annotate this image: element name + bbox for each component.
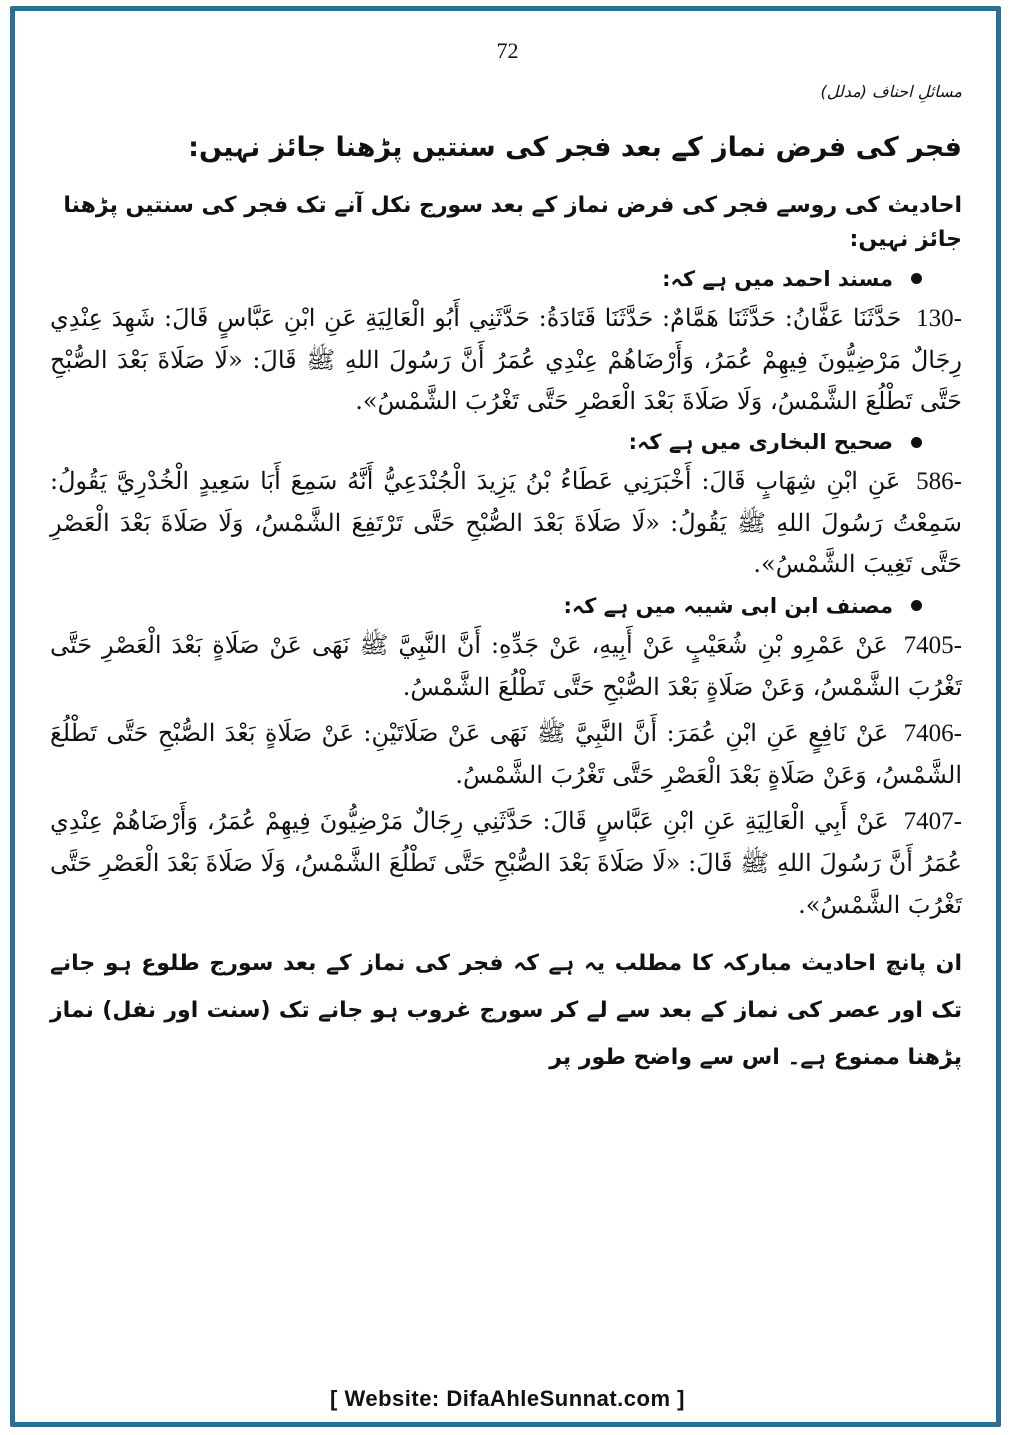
section-heading: فجر کی فرض نماز کے بعد فجر کی سنتیں پڑھنا جائز نہیں: xyxy=(188,132,962,163)
hadith-paragraph xyxy=(50,297,962,423)
bullet-icon xyxy=(911,600,922,611)
running-header: مسائلِ احناف (مدلل) xyxy=(820,82,962,101)
page-content xyxy=(50,128,962,1082)
page-number: 72 xyxy=(496,38,519,63)
hadith-text: عَنْ أَبِي الْعَالِيَةِ عَنِ ابْنِ عَبَّاسٍ قَالَ: حَدَّثَنِي رِجَالٌ مَرْضِيُّونَ فِيهِمْ عُمَرُ، وَأَرْضَاهُمْ عِنْدِي عُمَرُ أَنَّ رَسُولَ اللهِ ﷺ قَالَ: «لَا صَلَاةَ بَعْدَ الصُّبْحِ حَتَّى تَطْلُعَ الشَّمْسُ، وَلَا صَلَاةَ بَعْدَ الْعَصْرِ حَتَّى تَغْرُبَ الشَّمْسُ». xyxy=(50,807,962,919)
hadith-number: 7407- xyxy=(903,808,962,836)
hadith-paragraph xyxy=(50,800,962,926)
source-label: مصنف ابن ابی شیبہ میں ہے کہ: xyxy=(563,593,893,618)
source-label: مسند احمد میں ہے کہ: xyxy=(662,266,893,291)
hadith-number: 586- xyxy=(916,468,962,496)
hadith-number: 7406- xyxy=(903,720,962,748)
intro-text: احادیث کی روسے فجر کی فرض نماز کے بعد سورج نکل آنے تک فجر کی سنتیں پڑھنا جائز نہیں: xyxy=(63,192,962,252)
bullet-icon xyxy=(911,273,922,284)
hadith-paragraph xyxy=(50,712,962,796)
hadith-text: عَنْ نَافِعٍ عَنِ ابْنِ عُمَرَ: أَنَّ النَّبِيَّ ﷺ نَهَى عَنْ صَلَاتَيْنِ: عَنْ صَلَاةٍ بَعْدَ الصُّبْحِ حَتَّى تَطْلُعَ الشَّمْسُ، وَعَنْ صَلَاةٍ بَعْدَ الْعَصْرِ حَتَّى تَغْرُبَ الشَّمْسُ. xyxy=(50,719,962,790)
source-label: صحیح البخاری میں ہے کہ: xyxy=(628,430,893,455)
bullet-icon xyxy=(911,437,922,448)
hadith-text: عَنْ عَمْرِو بْنِ شُعَيْبٍ عَنْ أَبِيهِ، عَنْ جَدِّهِ: أَنَّ النَّبِيَّ ﷺ نَهَى عَنْ صَلَاةٍ بَعْدَ الْعَصْرِ حَتَّى تَغْرُبَ الشَّمْسُ، وَعَنْ صَلَاةٍ بَعْدَ الصُّبْحِ حَتَّى تَطْلُعَ الشَّمْسُ. xyxy=(50,630,962,701)
conclusion-paragraph: ان پانچ احادیث مبارکہ کا مطلب یہ ہے کہ فجر کی نماز کے بعد سورج طلوع ہو جانے تک اور عصر کی نماز کے بعد سے لے کر سورج غروب ہو جانے تک (سنت اور نفل) نماز پڑھنا ممنوع ہے۔ اس سے واضح طور پر xyxy=(50,950,962,1071)
hadith-number: 130- xyxy=(916,304,962,332)
source-bullet-musnad-ahmad xyxy=(50,267,962,291)
hadith-text: حَدَّثَنَا عَفَّانُ: حَدَّثَنَا هَمَّامٌ: حَدَّثَنَا قَتَادَةُ: حَدَّثَنِي أَبُو الْعَالِيَةِ عَنِ ابْنِ عَبَّاسٍ قَالَ: شَهِدَ عِنْدِي رِجَالٌ مَرْضِيُّونَ فِيهِمْ عُمَرُ، وَأَرْضَاهُمْ عِنْدِي عُمَرُ أَنَّ رَسُولَ اللهِ ﷺ قَالَ: «لَا صَلَاةَ بَعْدَ الصُّبْحِ حَتَّى تَطْلُعَ الشَّمْسُ، وَلَا صَلَاةَ بَعْدَ الْعَصْرِ حَتَّى تَغْرُبَ الشَّمْسُ». xyxy=(50,303,962,415)
hadith-number: 7405- xyxy=(903,631,962,659)
hadith-paragraph xyxy=(50,624,962,708)
source-bullet-musannaf-ibn-abi-shaybah xyxy=(50,594,962,618)
hadith-paragraph xyxy=(50,460,962,586)
source-bullet-sahih-bukhari xyxy=(50,430,962,454)
hadith-text: عَنِ ابْنِ شِهَابٍ قَالَ: أَخْبَرَنِي عَطَاءُ بْنُ يَزِيدَ الْجُنْدَعِيُّ أَنَّهُ سَمِعَ أَبَا سَعِيدٍ الْخُدْرِيَّ يَقُولُ: سَمِعْتُ رَسُولَ اللهِ ﷺ يَقُولُ: «لَا صَلَاةَ بَعْدَ الصُّبْحِ حَتَّى تَرْتَفِعَ الشَّمْسُ، وَلَا صَلَاةَ بَعْدَ الْعَصْرِ حَتَّى تَغِيبَ الشَّمْسُ». xyxy=(50,467,962,579)
website-footer: [ Website: DifaAhleSunnat.com ] xyxy=(330,1386,685,1411)
